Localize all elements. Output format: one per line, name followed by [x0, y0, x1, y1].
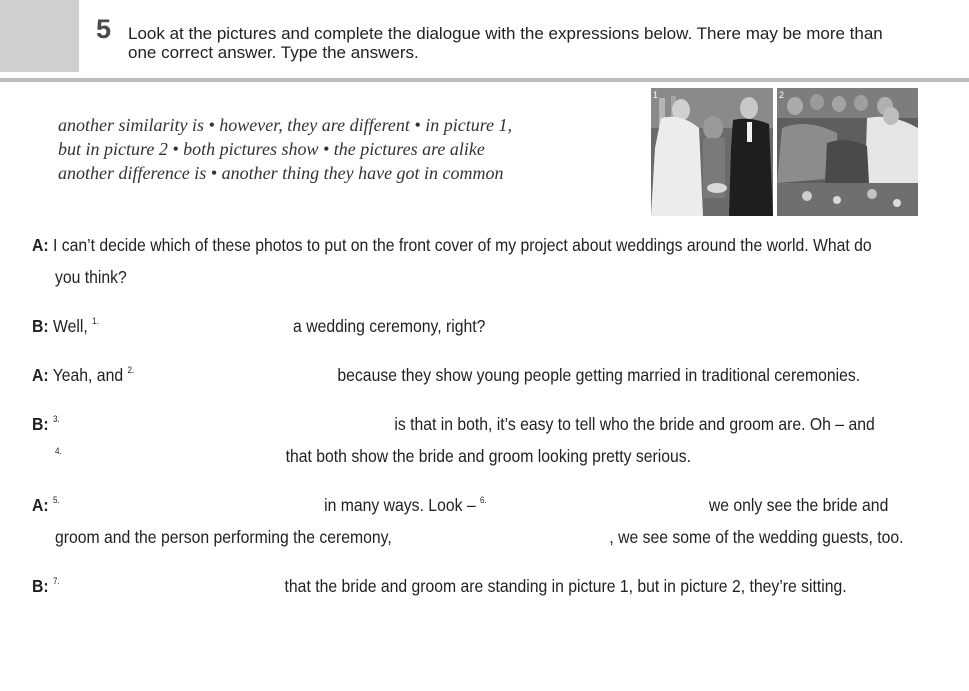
- dialogue-line-4: [32, 365, 860, 386]
- photo-2-label: 2: [779, 90, 785, 100]
- expressions-box: [58, 113, 618, 185]
- dialogue-text: because they show young people getting married in traditional ceremonies.: [337, 365, 861, 385]
- dialogue-line-8: [55, 527, 904, 548]
- dialogue-text: is that in both, it’s easy to tell who the bride and groom are. Oh – and: [394, 414, 875, 434]
- dialogue-text: I can’t decide which of these photos to put on the front cover of my project about weddings around the world. What do: [53, 235, 872, 255]
- dialogue-line-9: [32, 576, 847, 597]
- dialogue-text: , we see some of the wedding guests, too.: [609, 527, 904, 547]
- dialogue-text: that both show the bride and groom looking pretty serious.: [285, 446, 692, 466]
- exercise-number-box: [0, 0, 79, 72]
- blank-number-2: 2.: [127, 365, 135, 375]
- exercise-number: 5: [96, 14, 112, 44]
- dialogue-line-6: [55, 446, 691, 467]
- blank-number-1: 1.: [92, 316, 99, 326]
- dialogue-line-7: [32, 495, 888, 516]
- expressions-line-1: another similarity is • however, they are different • in picture 1,: [58, 115, 513, 135]
- dialogue-line-1: [32, 235, 872, 256]
- speaker-a: A:: [32, 365, 49, 385]
- dialogue-text: a wedding ceremony, right?: [293, 316, 486, 336]
- blank-number-5: 5.: [53, 495, 60, 505]
- speaker-b: B:: [32, 576, 49, 596]
- dialogue-text: in many ways. Look –: [324, 495, 476, 515]
- header-divider: [0, 78, 969, 82]
- exercise-instruction: [128, 24, 948, 62]
- speaker-b: B:: [32, 316, 49, 336]
- dialogue-text: we only see the bride and: [708, 495, 889, 515]
- speaker-a: A:: [32, 235, 49, 255]
- dialogue-line-2: [55, 267, 127, 288]
- blank-number-3: 3.: [53, 414, 60, 424]
- dialogue-line-5: [32, 414, 875, 435]
- blank-number-6: 6.: [479, 495, 487, 505]
- blank-number-4: 4.: [55, 446, 62, 456]
- dialogue-text: Well,: [53, 316, 88, 336]
- photo-1-wedding-couple: [651, 88, 773, 216]
- exercise-header: [0, 0, 969, 80]
- instruction-line-2: one correct answer. Type the answers.: [128, 43, 419, 62]
- speaker-b: B:: [32, 414, 49, 434]
- expressions-line-2: but in picture 2 • both pictures show • the pictures are alike: [58, 139, 485, 159]
- instruction-line-1: Look at the pictures and complete the dialogue with the expressions below. There may be more than: [128, 24, 883, 43]
- dialogue-text: Yeah, and: [52, 365, 124, 385]
- dialogue-text: you think?: [55, 267, 127, 287]
- dialogue-text: that the bride and groom are standing in picture 1, but in picture 2, they’re sitting.: [284, 576, 847, 596]
- expressions-line-3: another difference is • another thing they have got in common: [58, 163, 504, 183]
- blank-number-7: 7.: [53, 576, 60, 586]
- photo-2-traditional-ceremony: [777, 88, 918, 216]
- photo-1-label: 1: [653, 90, 659, 100]
- speaker-a: A:: [32, 495, 49, 515]
- wedding-couple-photo-icon: [651, 88, 773, 216]
- traditional-ceremony-photo-icon: [777, 88, 918, 216]
- dialogue-text: groom and the person performing the ceremony,: [55, 527, 392, 547]
- dialogue-line-3: [32, 316, 485, 337]
